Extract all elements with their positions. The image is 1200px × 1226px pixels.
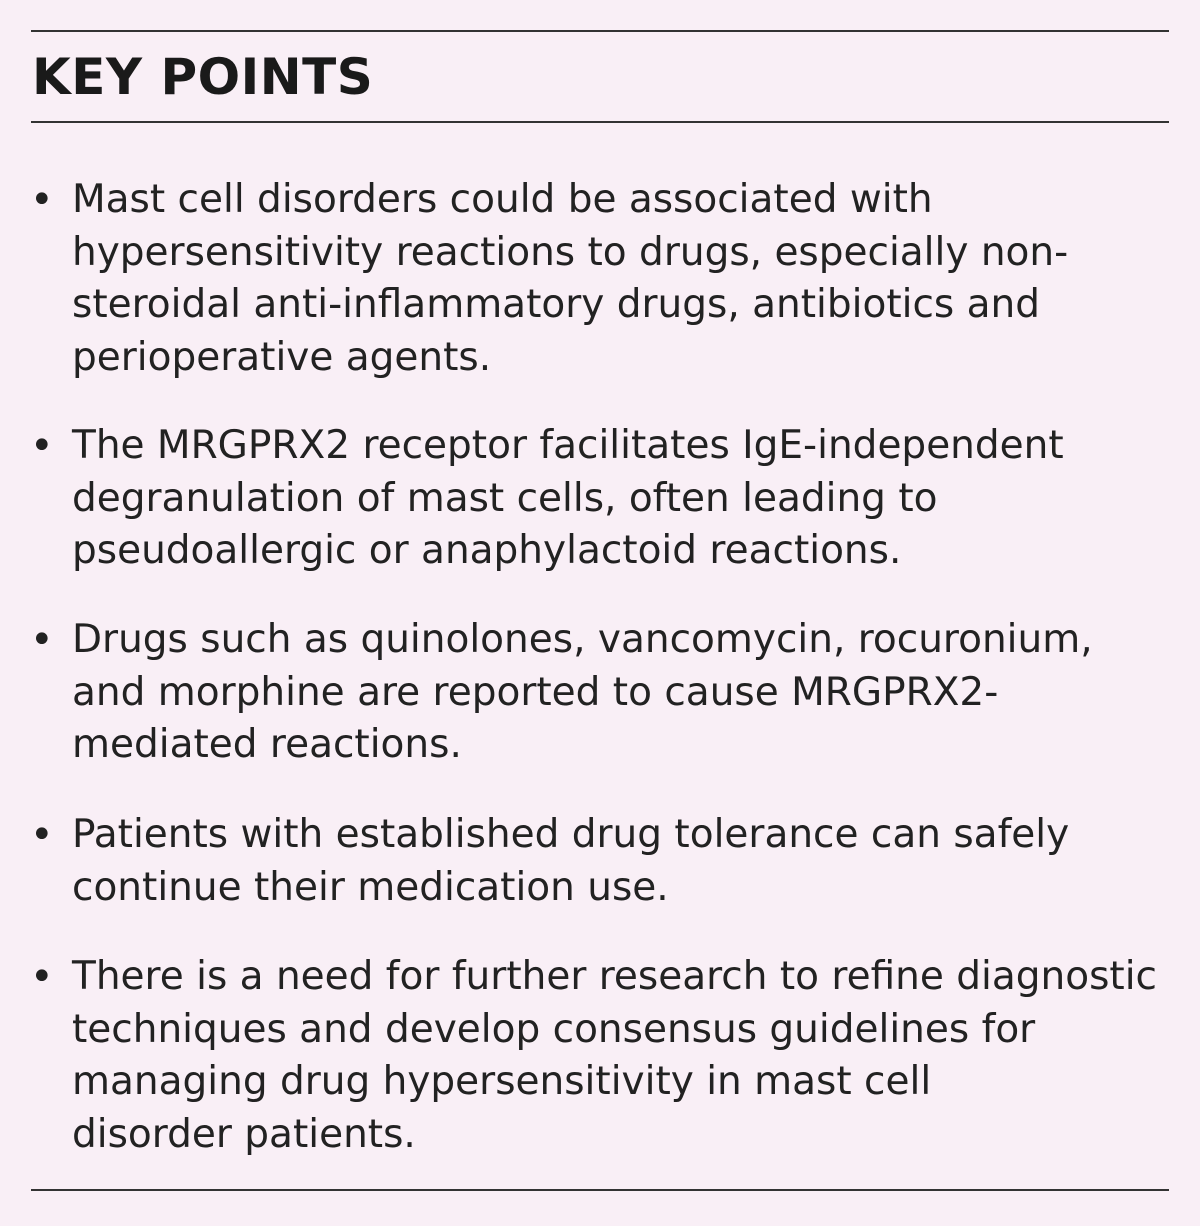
key-point-text xyxy=(72,809,1180,914)
bottom-divider xyxy=(31,1189,1169,1191)
key-point-line: Drugs such as quinolones, vancomycin, rocuronium, xyxy=(72,617,1093,662)
key-point-line: managing drug hypersensitivity in mast cell xyxy=(72,1059,932,1104)
key-point-text xyxy=(72,614,1180,772)
key-point-line: steroidal anti-inflammatory drugs, antibiotics and xyxy=(72,282,1040,327)
bullet-icon: • xyxy=(30,617,54,663)
key-point-line: pseudoallergic or anaphylactoid reactions. xyxy=(72,528,902,573)
bullet-icon: • xyxy=(30,812,54,858)
key-point-line: There is a need for further research to refine diagnostic xyxy=(72,954,1157,999)
bullet-icon: • xyxy=(30,954,54,1000)
key-points-heading: KEY POINTS xyxy=(32,48,374,106)
key-point-line: techniques and develop consensus guidelines for xyxy=(72,1006,1036,1052)
key-point-line: perioperative agents. xyxy=(72,334,492,380)
key-point-line: Mast cell disorders could be associated with xyxy=(72,177,933,222)
key-point-line: continue their medication use. xyxy=(72,864,669,910)
key-point-line: degranulation of mast cells, often leading to xyxy=(72,475,938,521)
key-point-line: mediated reactions. xyxy=(72,722,462,767)
key-point-line: Patients with established drug tolerance can safely xyxy=(72,812,1070,857)
key-point-line: hypersensitivity reactions to drugs, especially non- xyxy=(72,229,1069,275)
key-point-line: and morphine are reported to cause MRGPRX2- xyxy=(72,669,999,715)
key-point-line: The MRGPRX2 receptor facilitates IgE-independent xyxy=(72,423,1064,468)
bullet-icon: • xyxy=(30,423,54,469)
key-point-text xyxy=(72,420,1180,578)
key-point-line: disorder patients. xyxy=(72,1111,416,1157)
bullet-icon: • xyxy=(30,177,54,223)
key-point-text xyxy=(72,951,1180,1161)
key-point-text xyxy=(72,174,1180,384)
